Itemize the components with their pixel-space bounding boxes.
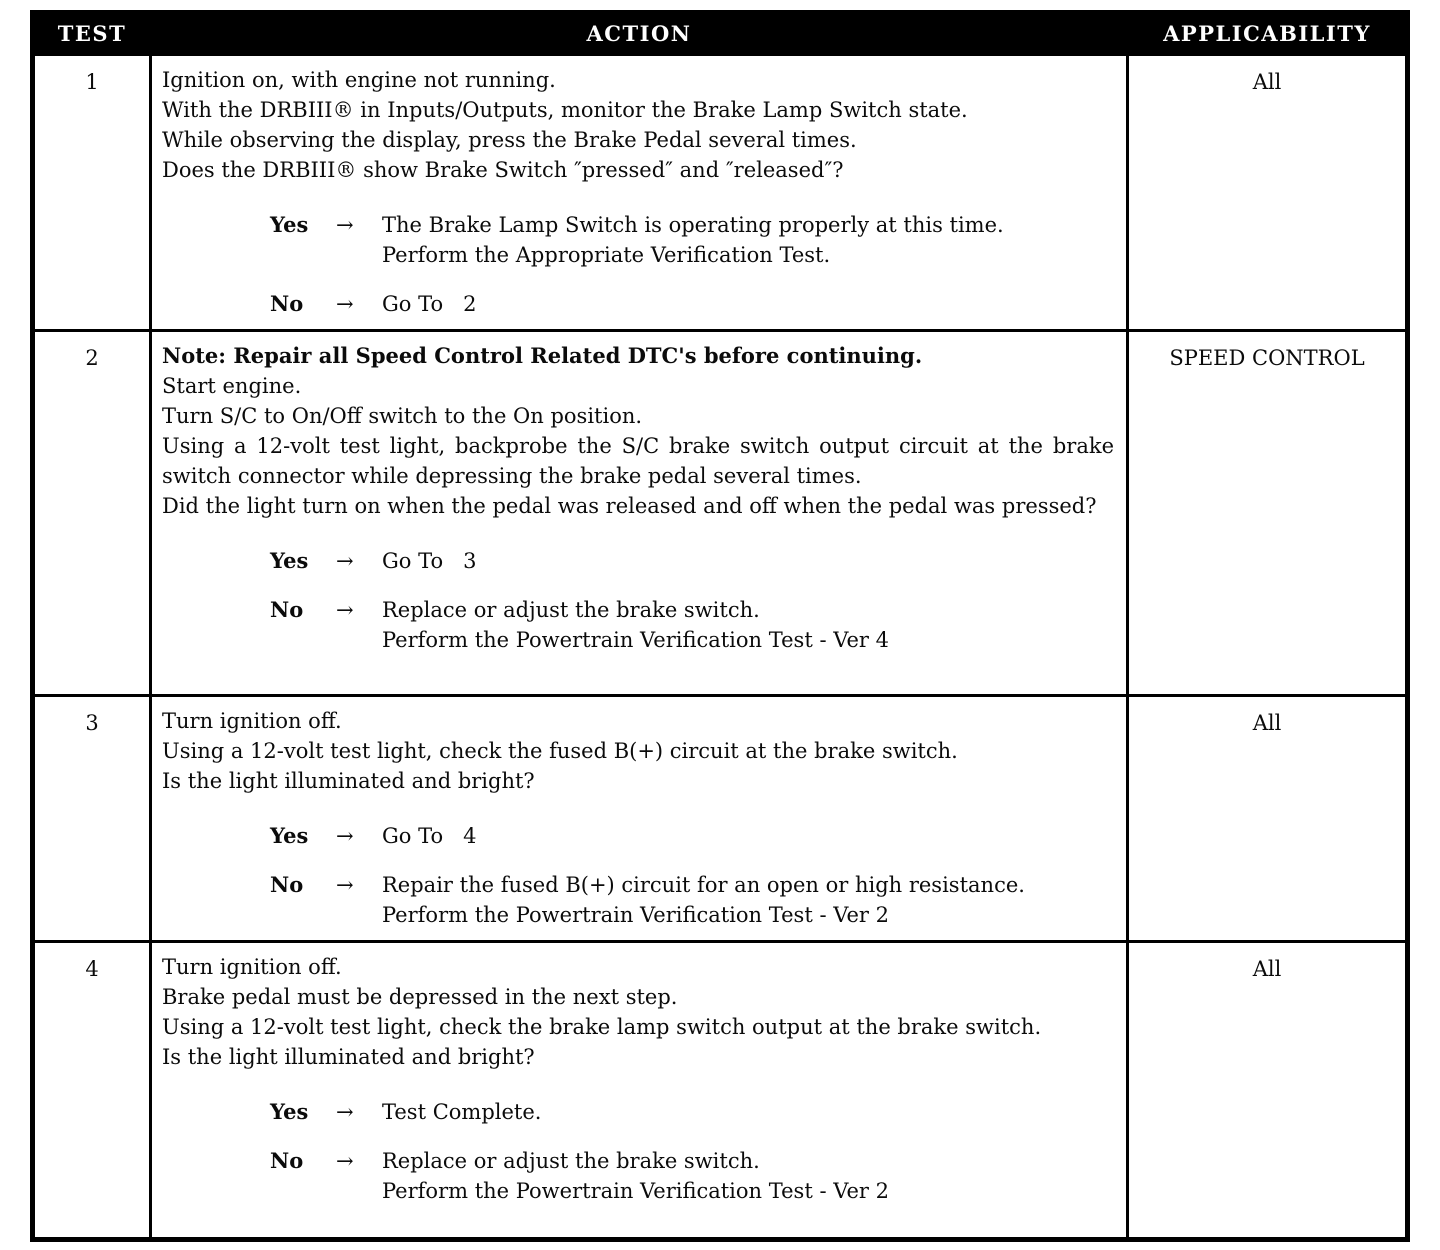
applicability-cell (1128, 331, 1408, 696)
branch-label: No (270, 291, 304, 316)
branch-result (382, 1097, 1114, 1127)
branch-result-line: Perform the Powertrain Verification Test - Ver 2 (382, 1179, 889, 1203)
applicability-cell (1128, 942, 1408, 1240)
branch-result (382, 546, 1114, 576)
action-line: Turn ignition off. (162, 955, 342, 979)
test-number: 1 (85, 70, 99, 94)
action-line: Is the light illuminated and bright? (162, 1045, 535, 1069)
action-cell (151, 55, 1128, 331)
branch-result-line: Go To 2 (382, 292, 477, 316)
test-number: 3 (85, 711, 99, 735)
no-branch (162, 1146, 1114, 1206)
branch-result-line: Go To 4 (382, 824, 477, 848)
action-line: Start engine. (162, 374, 302, 398)
branch-label: No (270, 597, 304, 622)
no-branch (162, 595, 1114, 655)
applicability-value: SPEED CONTROL (1169, 346, 1365, 370)
branch-result-line: Repair the fused B(+) circuit for an open or high resistance. (382, 873, 1025, 897)
applicability-cell (1128, 55, 1408, 331)
arrow-right-icon: → (336, 824, 354, 848)
column-header-action: ACTION (151, 13, 1128, 55)
diagnostic-test-table (30, 10, 1410, 1242)
test-number-cell (33, 55, 151, 331)
branch-label: No (270, 1148, 304, 1173)
action-cell (151, 696, 1128, 942)
yes-branch (162, 210, 1114, 270)
test-row-1 (33, 55, 1408, 331)
arrow-right-icon: → (336, 1100, 354, 1124)
action-line: Using a 12-volt test light, check the fused B(+) circuit at the brake switch. (162, 739, 958, 763)
branch-result-line: The Brake Lamp Switch is operating properly at this time. (382, 213, 1004, 237)
arrow-right-icon: → (336, 213, 354, 237)
branch-result-line: Perform the Powertrain Verification Test - Ver 2 (382, 903, 889, 927)
test-row-4 (33, 942, 1408, 1240)
action-note-line: Note: Repair all Speed Control Related DTC's before continuing. (162, 343, 923, 368)
branch-label: Yes (270, 548, 309, 573)
branch-label: No (270, 872, 304, 897)
branch-result-line: Go To 3 (382, 549, 477, 573)
branch-result-line: Perform the Appropriate Verification Test. (382, 243, 831, 267)
branch-result (382, 1146, 1114, 1206)
branch-result-line: Replace or adjust the brake switch. (382, 1149, 760, 1173)
branch-result (382, 595, 1114, 655)
action-line: Using a 12-volt test light, check the brake lamp switch output at the brake switch. (162, 1015, 1042, 1039)
test-number-cell (33, 942, 151, 1240)
applicability-value: All (1252, 711, 1282, 735)
branch-label: Yes (270, 1099, 309, 1124)
test-row-3 (33, 696, 1408, 942)
action-line: Did the light turn on when the pedal was released and off when the pedal was pressed? (162, 494, 1097, 518)
branch-result-line: Replace or adjust the brake switch. (382, 598, 760, 622)
column-header-applicability: APPLICABILITY (1128, 13, 1408, 55)
action-cell (151, 331, 1128, 696)
branch-result-line: Test Complete. (382, 1100, 542, 1124)
branch-result (382, 821, 1114, 851)
branch-result (382, 870, 1114, 930)
branch-label: Yes (270, 823, 309, 848)
arrow-right-icon: → (336, 292, 354, 316)
action-line: Brake pedal must be depressed in the next step. (162, 985, 678, 1009)
test-number-cell (33, 331, 151, 696)
yes-branch (162, 1097, 1114, 1127)
test-number-cell (33, 696, 151, 942)
applicability-value: All (1252, 957, 1282, 981)
no-branch (162, 289, 1114, 319)
applicability-cell (1128, 696, 1408, 942)
action-line: Turn ignition off. (162, 709, 342, 733)
action-line: Does the DRBIII® show Brake Switch ″pressed″ and ″released″? (162, 158, 844, 182)
branch-result-line: Perform the Powertrain Verification Test - Ver 4 (382, 628, 889, 652)
action-line: While observing the display, press the Brake Pedal several times. (162, 128, 857, 152)
action-line: Turn S/C to On/Off switch to the On position. (162, 404, 643, 428)
column-header-test: TEST (33, 13, 151, 55)
arrow-right-icon: → (336, 1149, 354, 1173)
branch-result (382, 210, 1114, 270)
action-line: Ignition on, with engine not running. (162, 68, 556, 92)
test-row-2 (33, 331, 1408, 696)
arrow-right-icon: → (336, 873, 354, 897)
action-cell (151, 942, 1128, 1240)
yes-branch (162, 821, 1114, 851)
no-branch (162, 870, 1114, 930)
arrow-right-icon: → (336, 549, 354, 573)
table-header-row (33, 13, 1408, 55)
action-line: Using a 12-volt test light, backprobe the S/C brake switch output circuit at the brake switch connector while depressing the brake pedal several times. (162, 434, 1114, 488)
branch-label: Yes (270, 212, 309, 237)
applicability-value: All (1252, 70, 1282, 94)
action-line: With the DRBIII® in Inputs/Outputs, monitor the Brake Lamp Switch state. (162, 98, 968, 122)
branch-result (382, 289, 1114, 319)
test-number: 2 (85, 346, 99, 370)
arrow-right-icon: → (336, 598, 354, 622)
action-line: Is the light illuminated and bright? (162, 769, 535, 793)
yes-branch (162, 546, 1114, 576)
test-number: 4 (85, 957, 99, 981)
